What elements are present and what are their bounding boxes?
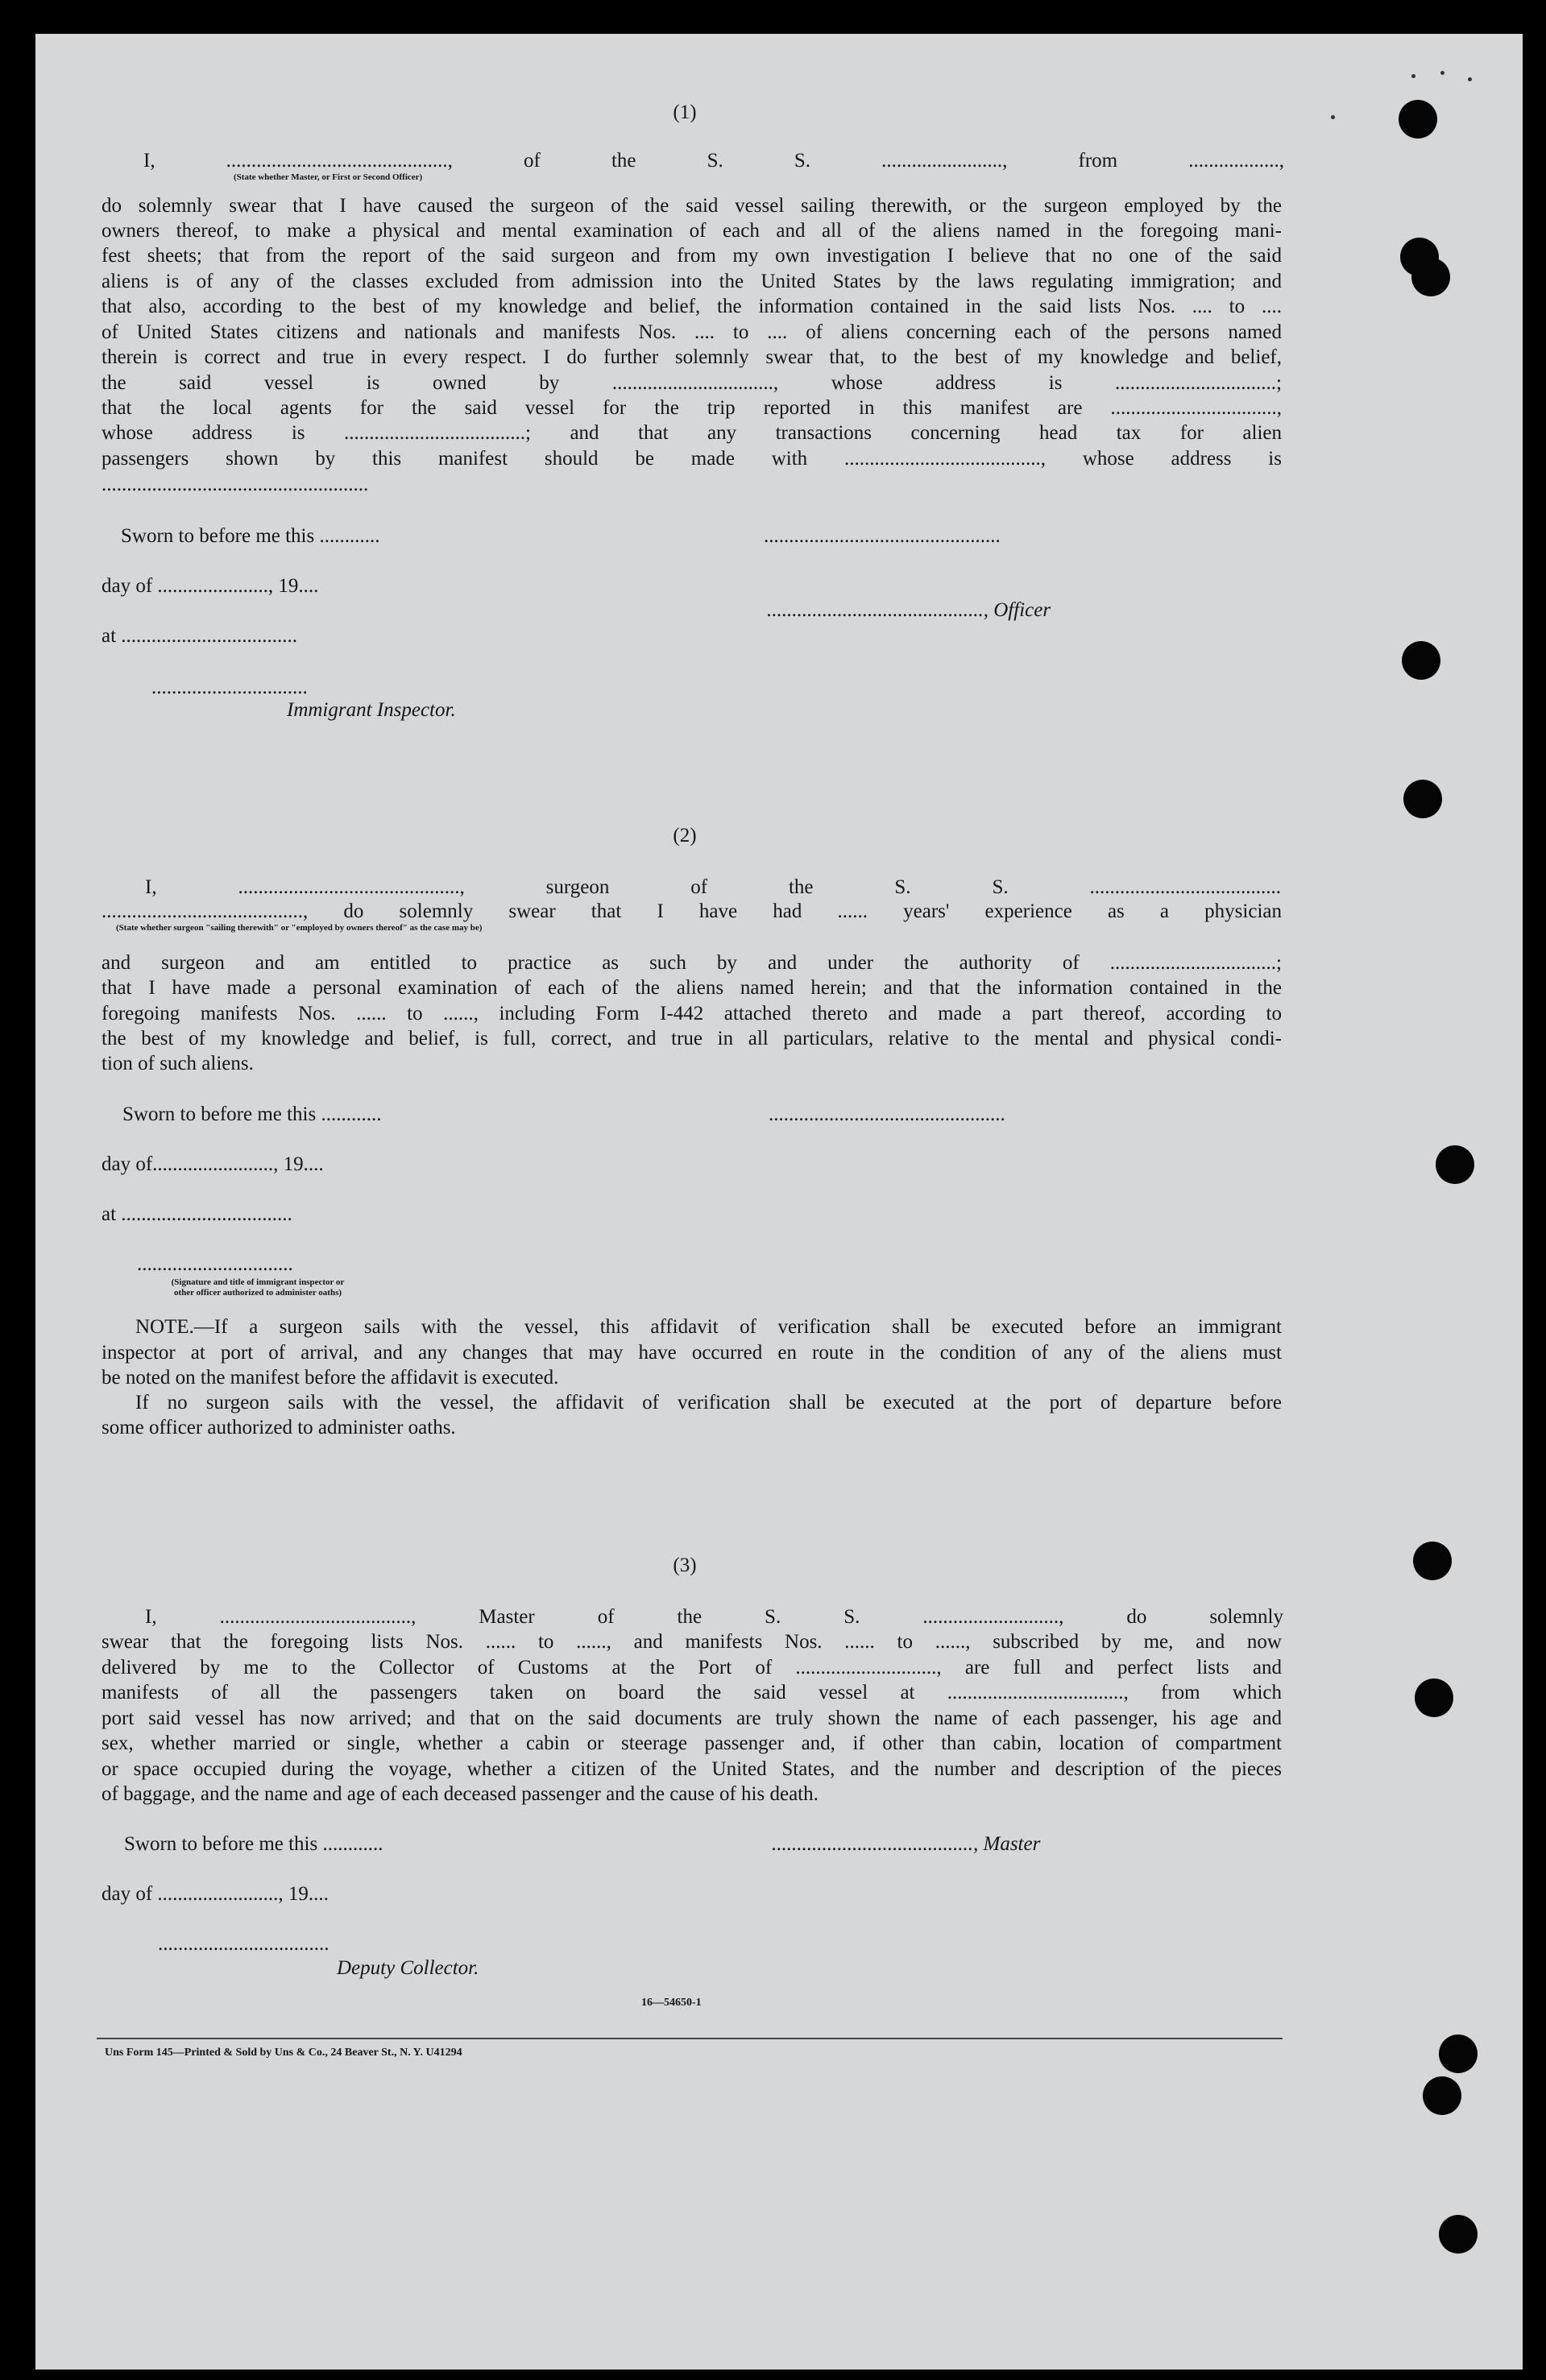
note-line: NOTE.—If a surgeon sails with the vessel, this affidavit of verification shall be executed before an immigrant bbox=[135, 1316, 1282, 1338]
section-number: (3) bbox=[673, 1554, 697, 1576]
section1-text-line: passengers shown by this manifest should be made with ......................................., whose address is bbox=[102, 448, 1282, 470]
collector-title: Deputy Collector. bbox=[337, 1957, 479, 1979]
section2-text-line: that I have made a personal examination of each of the aliens named herein; and that the information contained in the bbox=[102, 977, 1282, 999]
section3-text-line: I, ......................................, Master of the S. S. ..........................., do solemnly bbox=[145, 1606, 1283, 1628]
officer-note: (State whether Master, or First or Second Officer) bbox=[234, 172, 423, 182]
signature-line: ............................................... bbox=[769, 1103, 1005, 1125]
section3-text-line: sex, whether married or single, whether a cabin or steerage passenger and, if other than cabin, location of compartment bbox=[102, 1732, 1282, 1754]
speck bbox=[1468, 77, 1472, 81]
speck bbox=[1440, 71, 1444, 75]
section3-text-line: of baggage, and the name and age of each deceased passenger and the cause of his death. bbox=[102, 1783, 819, 1805]
section3-text-line: or space occupied during the voyage, whether a citizen of the United States, and the number and description of the pieces bbox=[102, 1758, 1282, 1780]
punch-hole bbox=[1399, 100, 1437, 139]
at-line: at .................................. bbox=[102, 1203, 292, 1225]
punch-hole bbox=[1415, 1678, 1453, 1717]
section1-text-line: of United States citizens and nationals and manifests Nos. .... to .... of aliens concerning each of the persons named bbox=[102, 321, 1282, 343]
sworn-line: Sworn to before me this ............ bbox=[121, 525, 380, 547]
punch-hole bbox=[1402, 641, 1440, 680]
section2-text-line: foregoing manifests Nos. ...... to ......, including Form I-442 attached thereto and made a part thereof, according to bbox=[102, 1003, 1282, 1024]
surgeon-line-2: ........................................, do solemnly swear that I have had ...... years' experience as a physician bbox=[102, 900, 1282, 922]
signature-line: ............................................... bbox=[764, 525, 1001, 547]
surgeon-note: (State whether surgeon "sailing therewith" or "employed by owners thereof" as the case may be) bbox=[116, 923, 483, 933]
surgeon-line-1: I, ............................................, surgeon of the S. S. ...................................... bbox=[145, 876, 1281, 898]
officer-signature-line: ..........................................., Officer bbox=[767, 599, 1051, 621]
punch-hole bbox=[1436, 1145, 1474, 1184]
collector-signature-line: .................................. bbox=[158, 1933, 330, 1955]
punch-hole bbox=[1439, 2034, 1478, 2073]
section1-text-line: ..................................................... bbox=[102, 474, 369, 495]
form-number: 16—54650-1 bbox=[641, 1997, 702, 2009]
punch-hole bbox=[1423, 2076, 1461, 2115]
section1-text-line: aliens is of any of the classes excluded from admission into the United States by the laws regulating immigration; and bbox=[102, 271, 1282, 292]
note-line: If no surgeon sails with the vessel, the affidavit of verification shall be executed at the port of departure before bbox=[135, 1392, 1282, 1414]
punch-hole bbox=[1403, 780, 1442, 818]
punch-hole bbox=[1411, 258, 1450, 296]
sworn-line: Sworn to before me this ............ bbox=[124, 1833, 383, 1855]
divider-rule bbox=[97, 2038, 1283, 2039]
inspector-title: Immigrant Inspector. bbox=[287, 699, 456, 721]
section1-text-line: that also, according to the best of my knowledge and belief, the information contained in the said lists Nos. .... to .... bbox=[102, 296, 1282, 317]
section2-text-line: the best of my knowledge and belief, is full, correct, and true in all particulars, relative to the mental and physical condi- bbox=[102, 1028, 1282, 1049]
inspector-note: other officer authorized to administer oaths) bbox=[173, 1288, 342, 1298]
section-number: (2) bbox=[673, 825, 697, 846]
day-of-line: day of ........................, 19.... bbox=[102, 1883, 329, 1905]
section1-text-line: therein is correct and true in every respect. I do further solemnly swear that, to the best of my knowledge and belief, bbox=[102, 346, 1282, 368]
speck bbox=[1331, 115, 1335, 119]
section3-text-line: port said vessel has now arrived; and that on the said documents are truly shown the name of each passenger, his age and bbox=[102, 1707, 1282, 1729]
day-of-line: day of ......................, 19.... bbox=[102, 575, 319, 597]
note-line: inspector at port of arrival, and any changes that may have occurred en route in the condition of any of the aliens must bbox=[102, 1342, 1282, 1364]
section2-text-line: and surgeon and am entitled to practice as such by and under the authority of .................................; bbox=[102, 952, 1282, 974]
printer-credit: Uns Form 145—Printed & Sold by Uns & Co., 24 Beaver St., N. Y. U41294 bbox=[105, 2047, 462, 2059]
section3-text-line: manifests of all the passengers taken on board the said vessel at ..................................., from which bbox=[102, 1682, 1282, 1703]
note-line: be noted on the manifest before the affidavit is executed. bbox=[102, 1367, 559, 1389]
section1-text-line: whose address is ....................................; and that any transactions concerning head tax for alien bbox=[102, 422, 1282, 444]
punch-hole bbox=[1413, 1542, 1452, 1580]
section3-text-line: swear that the foregoing lists Nos. ...... to ......, and manifests Nos. ...... to ......, subscribed by me, and now bbox=[102, 1631, 1282, 1653]
section1-text-line: that the local agents for the said vessel for the trip reported in this manifest are ................................., bbox=[102, 397, 1282, 419]
section1-text-line: owners thereof, to make a physical and mental examination of each and all of the aliens named in the foregoing mani- bbox=[102, 220, 1282, 242]
oath-line: I, ............................................, of the S. S. ........................, from .................., bbox=[143, 150, 1284, 172]
section1-text-line: do solemnly swear that I have caused the surgeon of the said vessel sailing therewith, or the surgeon employed by the bbox=[102, 195, 1282, 217]
section1-text-line: the said vessel is owned by ................................, whose address is ................................; bbox=[102, 372, 1282, 394]
section2-text-line: tion of such aliens. bbox=[102, 1053, 254, 1074]
punch-hole bbox=[1439, 2215, 1478, 2254]
section-number: (1) bbox=[673, 101, 697, 123]
speck bbox=[1411, 74, 1415, 78]
section3-text-line: delivered by me to the Collector of Customs at the Port of ............................, are full and perfect lists and bbox=[102, 1657, 1282, 1678]
master-signature-line: ........................................, Master bbox=[772, 1833, 1041, 1855]
note-line: some officer authorized to administer oaths. bbox=[102, 1417, 456, 1438]
section1-text-line: fest sheets; that from the report of the said surgeon and from my own investigation I believe that no one of the said bbox=[102, 245, 1282, 267]
at-line: at ................................... bbox=[102, 625, 298, 647]
sworn-line: Sworn to before me this ............ bbox=[122, 1103, 382, 1125]
inspector-note: (Signature and title of immigrant inspector or bbox=[171, 1277, 345, 1287]
inspector-signature-line: ............................... bbox=[151, 677, 308, 698]
inspector-signature-line: ............................... bbox=[137, 1253, 293, 1275]
day-of-line: day of........................, 19.... bbox=[102, 1153, 324, 1175]
